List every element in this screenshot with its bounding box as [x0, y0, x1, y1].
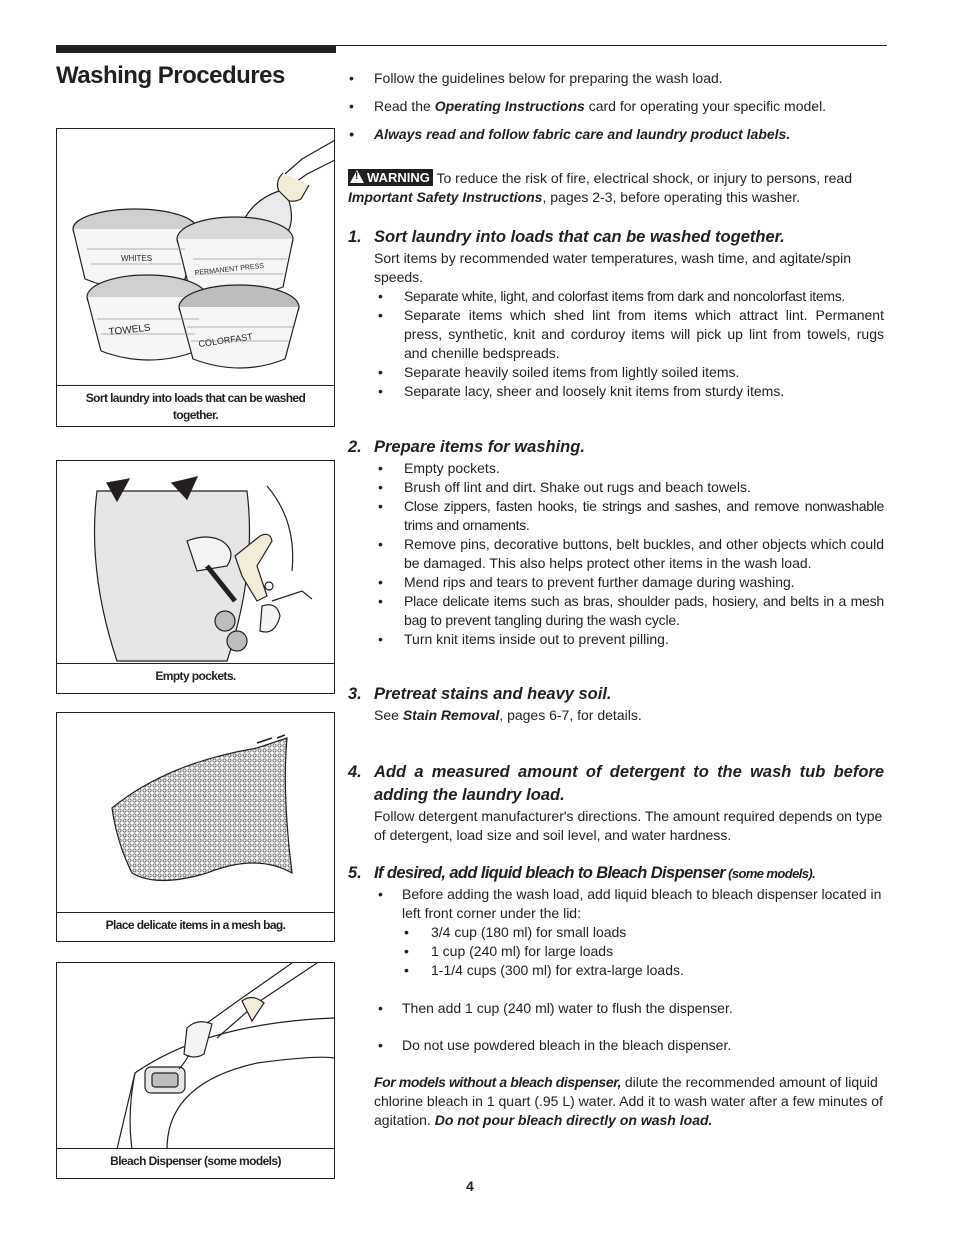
list-item: • 3/4 cup (180 ml) for small loads — [348, 923, 884, 942]
list-item: • Mend rips and tears to prevent further damage during washing. — [348, 573, 884, 592]
section-bleach — [348, 862, 884, 1130]
basket-label-permanent-press: PERMANENT PRESS — [194, 262, 265, 277]
section-sort-laundry — [348, 226, 884, 401]
intro-bullet: • Follow the guidelines below for preparing the wash load. — [348, 69, 884, 88]
section-text: Follow detergent manufacturer's directions. The amount required depends on type of detergent, load size and soil level, and water hardness. — [374, 808, 883, 843]
list-item: • Then add 1 cup (240 ml) water to flush the dispenser. — [348, 999, 884, 1018]
basket-label-towels: TOWELS — [108, 322, 152, 338]
intro-bullets — [348, 69, 884, 144]
basket-label-colorfast: COLORFAST — [197, 331, 254, 349]
warning-triangle-icon — [350, 170, 364, 183]
section-text: See Stain Removal, pages 6-7, for details. — [374, 707, 642, 723]
section-pretreat — [348, 683, 884, 725]
figure-bleach-dispenser — [56, 962, 335, 1179]
warning-block: !WARNING To reduce the risk of fire, electrical shock, or injury to persons, read Important Safety Instructions, pages 2-3, before operating this washer. — [348, 169, 884, 207]
figure-mesh-bag — [56, 712, 335, 942]
list-item: • Place delicate items such as bras, shoulder pads, hosiery, and belts in a mesh bag to prevent tangling during the wash cycle. — [348, 592, 884, 630]
list-item: • Separate lacy, sheer and loosely knit items from sturdy items. — [348, 382, 884, 401]
section-heading: 5. If desired, add liquid bleach to Bleach Dispenser (some models). — [348, 864, 816, 882]
list-item: • Separate heavily soiled items from lightly soiled items. — [348, 363, 884, 382]
list-item: • Remove pins, decorative buttons, belt buckles, and other objects which could be damaged. This also helps protect other items in the wash load. — [348, 535, 884, 573]
empty-pockets-illustration — [57, 461, 334, 664]
header-rule-thin — [336, 45, 887, 46]
section-heading: 3. Pretreat stains and heavy soil. — [348, 685, 612, 703]
figure-caption: Sort laundry into loads that can be washed together. — [57, 385, 334, 426]
mesh-bag-illustration — [57, 713, 334, 913]
page-title: Washing Procedures — [56, 62, 285, 89]
warning-badge: !WARNING — [348, 169, 433, 186]
list-item: • 1 cup (240 ml) for large loads — [348, 942, 884, 961]
page-number: 4 — [466, 1178, 474, 1194]
list-item: • 1-1/4 cups (300 ml) for extra-large loads. — [348, 961, 884, 980]
list-item: • Separate white, light, and colorfast items from dark and noncolorfast items. — [348, 287, 884, 306]
bleach-note: For models without a bleach dispenser, dilute the recommended amount of liquid chlorine bleach in 1 quart (.95 L) water. Add it to wash water after a few minutes of agitation. Do not pour bleach directly on wash load. — [374, 1074, 883, 1128]
list-item: • Do not use powdered bleach in the bleach dispenser. — [348, 1036, 884, 1055]
list-item: • Empty pockets. — [348, 459, 884, 478]
section-heading: 4. Add a measured amount of detergent to the wash tub before adding the laundry load. — [348, 763, 884, 804]
section-detergent — [348, 761, 884, 845]
laundry-baskets-illustration — [57, 129, 334, 384]
figure-sort-laundry — [56, 128, 335, 427]
intro-bullet: • Read the Operating Instructions card for operating your specific model. — [348, 97, 884, 116]
section-heading: 1. Sort laundry into loads that can be washed together. — [348, 228, 785, 246]
basket-label-whites: WHITES — [121, 254, 153, 263]
list-item: • Separate items which shed lint from items which attract lint. Permanent press, synthetic, knit and corduroy items will pick up lint from towels, rugs and chenille bedspreads. — [348, 306, 884, 363]
list-item: • Before adding the wash load, add liquid bleach to bleach dispenser located in left front corner under the lid: — [348, 885, 884, 923]
figure-empty-pockets — [56, 460, 335, 694]
header-rule-thick — [56, 45, 336, 53]
section-text: Sort items by recommended water temperatures, wash time, and agitate/spin speeds. — [374, 250, 851, 285]
section-heading: 2. Prepare items for washing. — [348, 438, 585, 456]
figure-caption: Place delicate items in a mesh bag. — [57, 912, 334, 941]
bleach-dispenser-illustration — [57, 963, 334, 1149]
section-prepare-items — [348, 436, 884, 649]
list-item: • Brush off lint and dirt. Shake out rugs and beach towels. — [348, 478, 884, 497]
intro-bullet: • Always read and follow fabric care and laundry product labels. — [348, 125, 884, 144]
figure-caption: Bleach Dispenser (some models) — [57, 1148, 334, 1178]
list-item: • Turn knit items inside out to prevent pilling. — [348, 630, 884, 649]
figure-caption: Empty pockets. — [57, 663, 334, 693]
list-item: • Close zippers, fasten hooks, tie strings and sashes, and remove nonwashable trims and ornaments. — [348, 497, 884, 535]
